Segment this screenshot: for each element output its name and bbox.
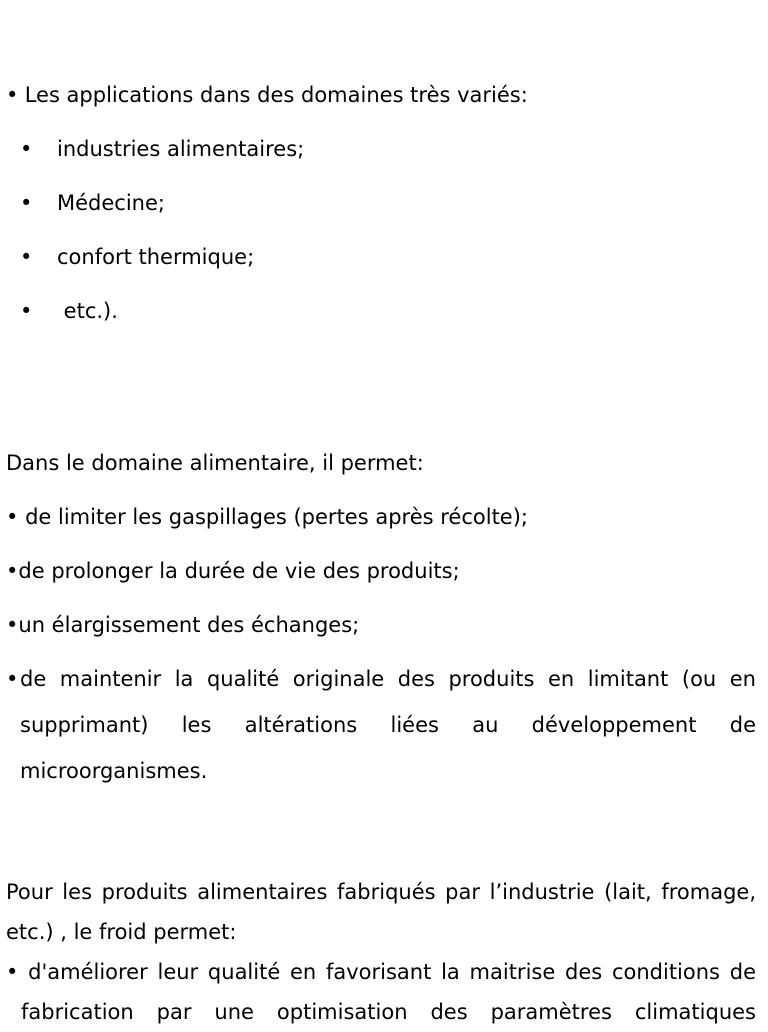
list-item: •un élargissement des échanges; xyxy=(6,613,360,637)
bullet: • xyxy=(20,191,33,215)
list-item: • Médecine; xyxy=(20,191,165,215)
list-item: • confort thermique; xyxy=(20,245,255,269)
list-item-line: microorganismes. xyxy=(20,759,208,783)
bullet: • xyxy=(6,613,19,637)
list-item: • de limiter les gaspillages (pertes après récolte); xyxy=(6,505,528,529)
bullet: • xyxy=(20,245,33,269)
bullet: • xyxy=(6,667,19,691)
bullet: • xyxy=(6,83,19,107)
list-item: •de prolonger la durée de vie des produits; xyxy=(6,559,460,583)
applications-intro: • Les applications dans des domaines très variés: xyxy=(6,83,528,107)
food-domain-intro: Dans le domaine alimentaire, il permet: xyxy=(6,451,424,475)
industry-section xyxy=(6,872,756,1032)
bullet: • xyxy=(20,137,33,161)
bullet: • xyxy=(6,960,19,984)
list-item-line: de maintenir la qualité originale des produits en limitant (ou en xyxy=(20,667,756,691)
bullet: • xyxy=(6,505,19,529)
industry-intro-line: Pour les produits alimentaires fabriqués par l’industrie (lait, fromage, xyxy=(6,880,756,904)
list-item-line: fabrication par une optimisation des paramètres climatiques xyxy=(21,1000,756,1024)
list-item-line: supprimant) les altérations liées au développement de xyxy=(20,713,756,737)
list-item-line: • d'améliorer leur qualité en favorisant la maitrise des conditions de xyxy=(6,960,756,984)
industry-intro-line: etc.) , le froid permet: xyxy=(6,920,237,944)
list-item: • industries alimentaires; xyxy=(20,137,305,161)
list-item: • etc.). xyxy=(20,299,118,323)
bullet: • xyxy=(6,559,19,583)
bullet: • xyxy=(20,299,33,323)
